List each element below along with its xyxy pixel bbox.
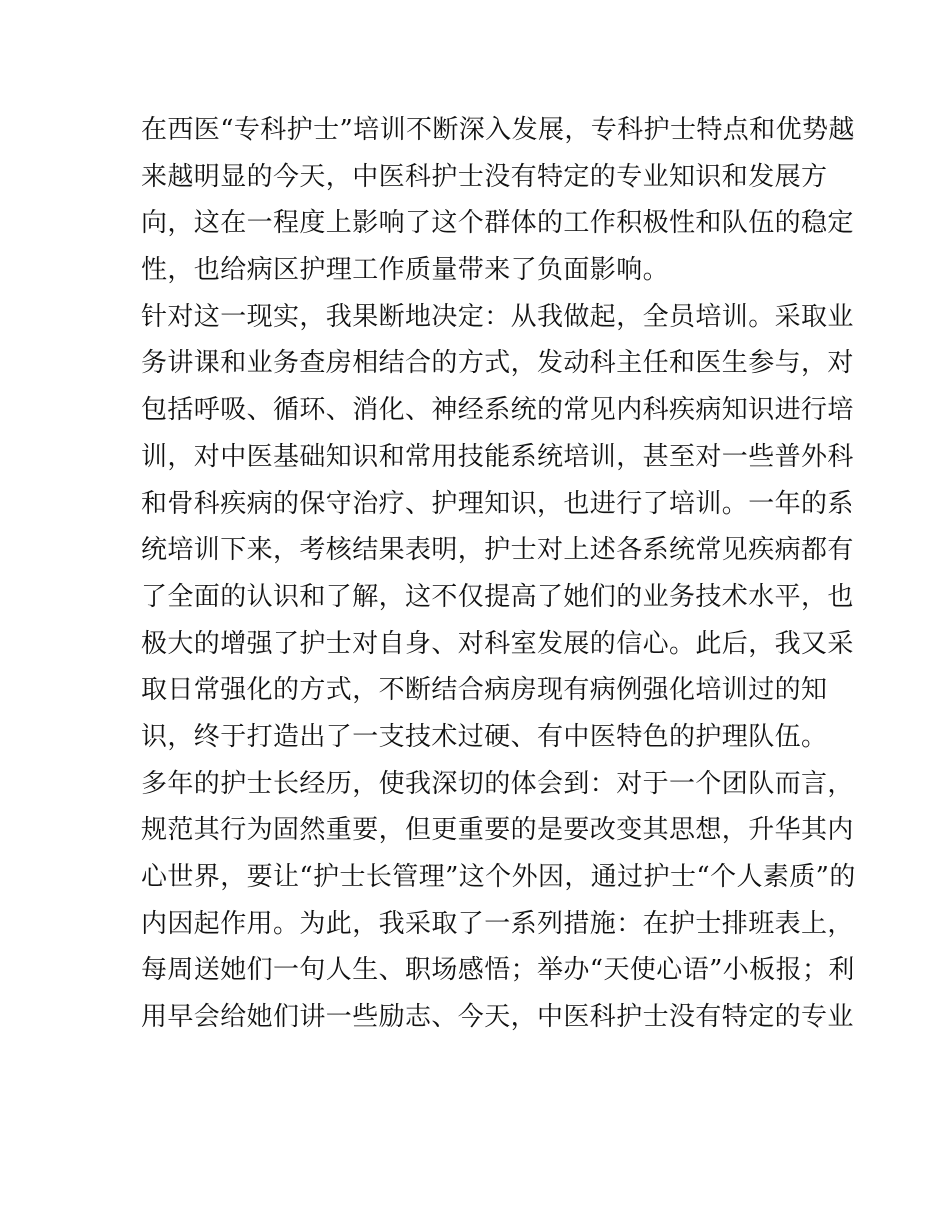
text-line: 心世界，要让“护士长管理”这个外因，通过护士“个人素质”的 (141, 862, 856, 892)
text-line: 用早会给她们讲一些励志、今天，中医科护士没有特定的专业 (141, 1002, 854, 1033)
text-line: 包括呼吸、循环、消化、神经系统的常见内科疾病知识进行培 (141, 395, 854, 426)
text-line: 训，对中医基础知识和常用技能系统培训，甚至对一些普外科 (141, 441, 854, 472)
text-line: 每周送她们一句人生、职场感悟；举办“天使心语”小板报；利 (141, 955, 855, 986)
text-line: 性，也给病区护理工作质量带来了负面影响。 (141, 255, 670, 286)
text-line: 务讲课和业务查房相结合的方式，发动科主任和医生参与，对 (141, 348, 854, 379)
text-line: 针对这一现实，我果断地决定：从我做起，全员培训。采取业 (141, 301, 854, 332)
text-line: 了全面的认识和了解，这不仅提高了她们的业务技术水平，也 (141, 581, 854, 612)
text-line: 在西医“专科护士”培训不断深入发展，专科护士特点和优势越 (141, 115, 855, 145)
text-line: 内因起作用。为此，我采取了一系列措施：在护士排班表上， (141, 908, 854, 939)
text-line: 规范其行为固然重要，但更重要的是要改变其思想，升华其内 (141, 815, 854, 846)
text-line: 多年的护士长经历，使我深切的体会到：对于一个团队而言， (141, 768, 854, 799)
body-text (141, 107, 856, 1041)
text-line: 向，这在一程度上影响了这个群体的工作积极性和队伍的稳定 (141, 208, 854, 239)
text-line: 极大的增强了护士对自身、对科室发展的信心。此后，我又采 (141, 628, 854, 659)
text-line: 来越明显的今天，中医科护士没有特定的专业知识和发展方 (141, 161, 828, 192)
text-line: 统培训下来，考核结果表明，护士对上述各系统常见疾病都有 (141, 535, 854, 566)
text-line: 取日常强化的方式，不断结合病房现有病例强化培训过的知 (141, 675, 828, 706)
text-line: 和骨科疾病的保守治疗、护理知识，也进行了培训。一年的系 (141, 488, 854, 519)
text-line: 识，终于打造出了一支技术过硬、有中医特色的护理队伍。 (141, 721, 828, 752)
